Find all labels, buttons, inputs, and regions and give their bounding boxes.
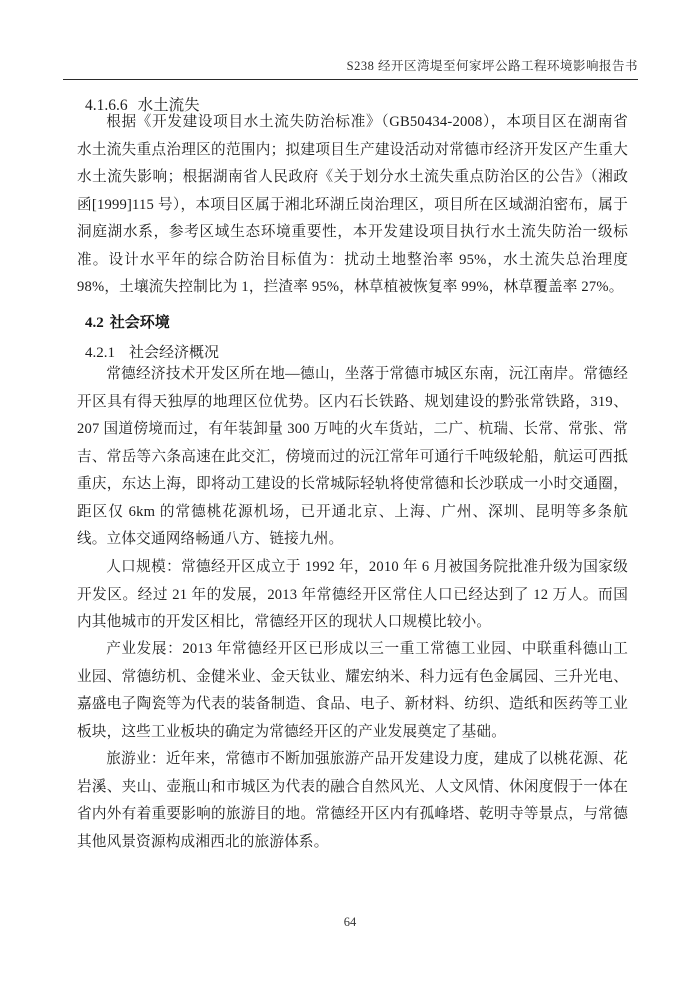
section-title: 水土流失: [137, 97, 200, 114]
paragraph-population: 人口规模：常德经开区成立于 1992 年，2010 年 6 月被国务院批准升级为国家级开发区。经过 21 年的发展，2013 年常德经开区常住人口已经达到了 12 万人。而国内其他城市的开发区相比，常德经开区的现状人口规模比较小。: [77, 559, 628, 630]
page-footer: [0, 915, 700, 930]
section-title: 社会环境: [109, 315, 170, 331]
paragraph-soil-erosion: 根据《开发建设项目水土流失防治标准》（GB50434-2008），本项目区在湖南省水土流失重点治理区的范围内；拟建项目生产建设活动对常德市经济开发区产生重大水土流失影响；根据湖南省人民政府《关于划分水土流失重点防治区的公告》（湘政函[1999]115 号），本项目区属于湘北环湖丘岗治理区，项目所在区域湖泊密布，属于洞庭湖水系，参考区域生态环境重要性，本开发建设项目执行水土流失防治一级标准。设计水平年的综合防治目标值为：扰动土地整治率 95%，水土流失总治理度 98%，土壤流失控制比为 1，拦渣率 95%，林草植被恢复率 99%，林草覆盖率 27%。: [77, 114, 628, 295]
section-heading-4-2-1: [85, 341, 219, 362]
section-heading-4-2: [85, 311, 170, 332]
section-number: 4.2: [85, 315, 104, 331]
section-number: 4.1.6.6: [85, 97, 128, 114]
section-number: 4.2.1: [85, 345, 115, 361]
page-header: [63, 56, 638, 80]
paragraph-industry: 产业发展：2013 年常德经开区已形成以三一重工常德工业园、中联重科德山工业园、常德纺机、金健米业、金天钛业、耀宏纳米、科力远有色金属园、三升光电、嘉盛电子陶瓷等为代表的装备制造、食品、电子、新材料、纺织、造纸和医药等工业板块，这些工业板块的确定为常德经开区的产业发展奠定了基础。: [77, 641, 628, 740]
paragraph-location-transport: 常德经济技术开发区所在地—德山，坐落于常德市城区东南，沅江南岸。常德经开区具有得天独厚的地理区位优势。区内石长铁路、规划建设的黔张常铁路，319、207 国道傍境而过，有年装卸量 300 万吨的火车货站，二广、杭瑞、长常、常张、常吉、常岳等六条高速在此交汇，傍境而过的沅江常年可通行千吨级轮船，航运可西抵重庆，东达上海，即将动工建设的长常城际轻轨将使常德和长沙联成一小时交通圈，距区仅 6km 的常德桃花源机场，已开通北京、上海、广州、深圳、昆明等多条航线。立体交通网络畅通八方、链接九州。: [77, 366, 628, 547]
paragraph-tourism: 旅游业：近年来，常德市不断加强旅游产品开发建设力度，建成了以桃花源、花岩溪、夹山、壶瓶山和市城区为代表的融合自然风光、人文风情、休闲度假于一体在省内外有着重要影响的旅游目的地。常德经开区内有孤峰塔、乾明寺等景点，与常德其他风景资源构成湘西北的旅游体系。: [77, 751, 628, 850]
section-title: 社会经济概况: [129, 345, 220, 361]
page-number: 64: [343, 915, 357, 929]
header-title: S238 经开区湾堤至何家坪公路工程环境影响报告书: [346, 59, 638, 73]
